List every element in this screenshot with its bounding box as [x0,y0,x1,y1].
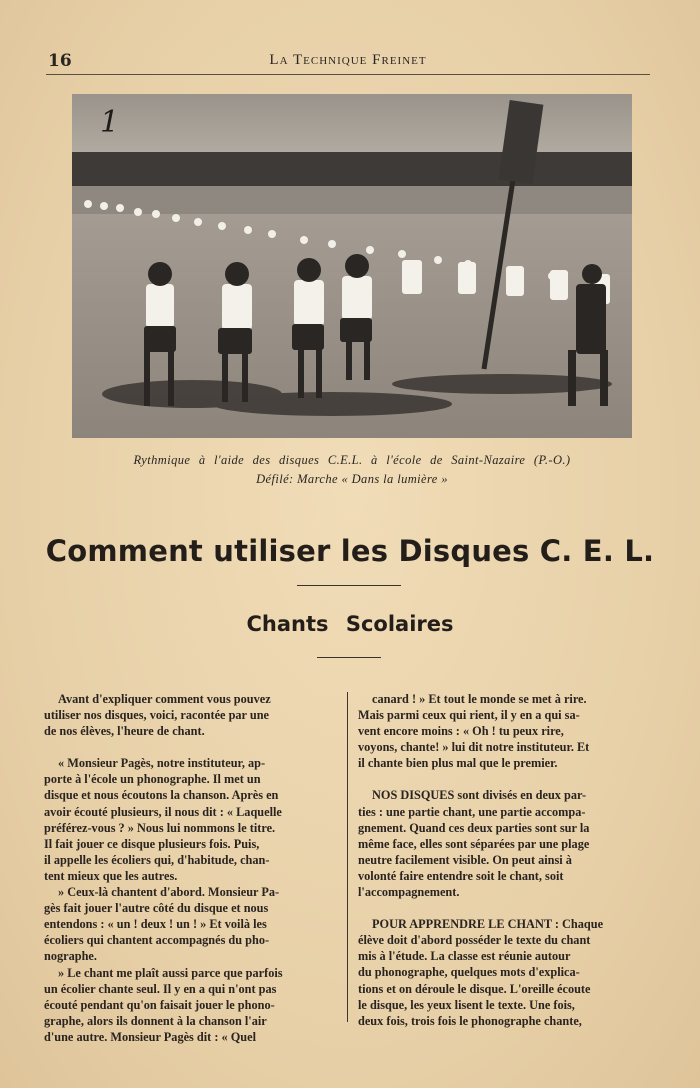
text-line: ties : une partie chant, une partie accompa- [358,804,586,819]
photo-handwritten-mark: 1 [100,105,120,140]
page-number: 16 [48,51,72,71]
text-line: vent encore moins : « Oh ! tu peux rire, [358,724,564,739]
text-line: utiliser nos disques, voici, racontée par une [44,708,270,723]
running-header [46,50,650,75]
text-line: Mais parmi ceux qui rient, il y en a qui sa- [358,708,580,723]
paragraph [358,916,653,1029]
text-line: avoir écouté plusieurs, il nous dit : « Laquelle [44,804,282,819]
text-line: entendons : « un ! deux ! un ! » Et voilà les [44,917,267,932]
text-line: volonté faire entendre soit le chant, soit [358,868,564,883]
text-line: gnement. Quand ces deux parties sont sur la [358,820,590,835]
caption-line-1: Rythmique à l'aide des disques C.E.L. à l'école de Saint-Nazaire (P.-O.) [133,453,571,467]
text-line: même face, elles sont séparées par une plage [358,836,590,851]
paragraph [44,691,339,739]
photo [72,94,632,438]
running-title: La Technique Freinet [269,52,427,68]
text-line: tions et on déroule le disque. L'oreille écoute [358,981,591,996]
text-line: POUR APPRENDRE LE CHANT : Chaque [372,917,604,932]
caption-line-2: Défilé: Marche « Dans la lumière » [256,472,448,486]
paragraph [358,787,653,900]
text-line: le disque, les yeux lisent le texte. Une fois, [358,997,575,1012]
text-line: NOS DISQUES sont divisés en deux par- [372,788,587,803]
text-line: neutre facilement visible. On peut ainsi à [358,852,572,867]
title-rule [297,585,401,586]
subtitle-rule [317,657,381,658]
text-line: porte à l'école un phonographe. Il met un [44,772,261,787]
text-line: gès fait jouer l'autre côté du disque et nous [44,901,269,916]
photo-children-marching-icon [72,94,632,438]
text-line: d'une autre. Monsieur Pagès dit : « Quel [44,1029,257,1044]
text-line: Avant d'expliquer comment vous pouvez [58,692,271,706]
text-line: écoliers qui chantent accompagnés du pho- [44,933,270,948]
text-line: élève doit d'abord posséder le texte du chant [358,933,591,948]
column-divider [347,692,348,1022]
text-line: disque et nous écoutons la chanson. Après en [44,788,279,803]
text-line: nographe. [44,949,97,964]
text-line: de nos élèves, l'heure de chant. [44,724,205,739]
paragraph [358,691,653,771]
text-line: « Monsieur Pagès, notre instituteur, ap- [58,756,266,771]
left-column [44,691,339,1045]
text-line: un écolier chante seul. Il y en a qui n'ont pas [44,981,277,996]
right-column [358,691,653,1029]
article-subtitle: Chants Scolaires [246,612,454,636]
text-line: préférez-vous ? » Nous lui nommons le titre. [44,820,276,835]
text-line: du phonographe, quelques mots d'explica- [358,965,580,980]
paragraph [44,755,339,884]
text-line: il appelle les écoliers qui, d'habitude, chan- [44,852,270,867]
text-line: l'accompagnement. [358,885,460,900]
text-line: tent mieux que les autres. [44,868,178,883]
article-title: Comment utiliser les Disques C. E. L. [45,534,655,568]
text-line: écouté pendant qu'on faisait jouer le phono- [44,997,275,1012]
text-line: il chante bien plus mal que le premier. [358,756,558,771]
text-line: canard ! » Et tout le monde se met à rire. [372,692,587,706]
text-line: graphe, alors ils donnent à la chanson l'air [44,1013,267,1028]
text-line: Il fait jouer ce disque plusieurs fois. Puis, [44,836,260,851]
text-line: mis à l'étude. La classe est réunie autour [358,949,571,964]
paragraph [44,884,339,964]
text-line: » Ceux-là chantent d'abord. Monsieur Pa- [58,885,280,900]
text-line: voyons, chante! » lui dit notre instituteur. Et [358,740,590,755]
text-line: » Le chant me plaît aussi parce que parfois [58,965,283,980]
text-line: deux fois, trois fois le phonographe chante, [358,1013,582,1028]
paragraph [44,965,339,1045]
